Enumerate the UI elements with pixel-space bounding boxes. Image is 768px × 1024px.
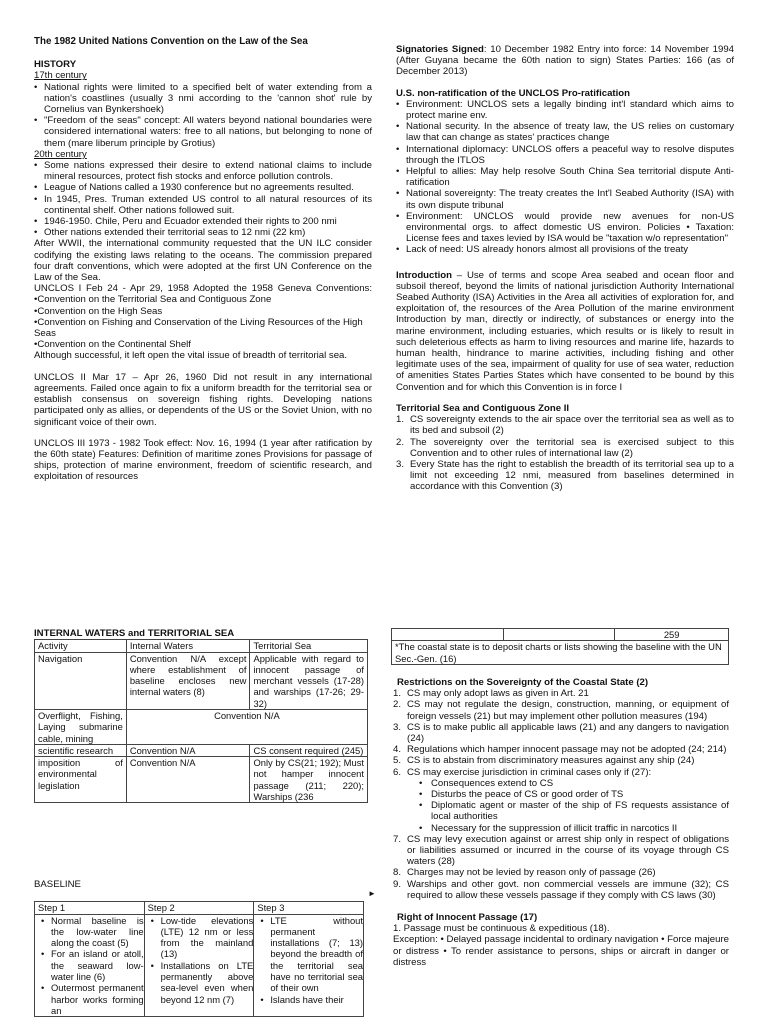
list-item: 9. Warships and other govt. non commercial vessels are immune (32); CS required to allow these vessels passage if they comply with CS laws (30) [393, 878, 729, 901]
restrictions-list [391, 688, 729, 901]
list-item: • Consequences extend to CS [417, 778, 729, 789]
list-item: • International diplomacy: UNCLOS offers a peaceful way to resolve disputes through the ITLOS [396, 144, 734, 166]
list-item: • In 1945, Pres. Truman extended US control to all natural resources of its continental shelf. Other nations followed suit. [34, 194, 372, 216]
column-header: Territorial Sea [250, 640, 368, 652]
list-item: • 1946-1950. Chile, Peru and Ecuador extended their rights to 200 nmi [34, 216, 372, 227]
list-item: • "Freedom of the seas" concept: All waters beyond national boundaries were considered international waters: free to all nations, but belonging to none of them (mare liberum principle by Grotius) [34, 115, 372, 149]
baseline-heading: BASELINE [34, 879, 81, 890]
unclos1-item: •Convention on the High Seas [34, 305, 163, 317]
unclos3-paragraph: UNCLOS III 1973 - 1982 Took effect: Nov. 16, 1994 (1 year after ratification by the 60th state) Features: Definition of maritime zones Provisions for passage of ships, protection of marine environment, freedom of scientific research, and exploitation of resources [34, 437, 372, 483]
criminal-cases-list [407, 778, 729, 834]
century-17-label: 17th century [34, 70, 87, 82]
list-item: • Environment: UNCLOS would provide new avenues for non-US environmental orgs. to affect domestic US environ. Policies • Taxation: License fees and taxes levied by ISA would be "taxation w/o representation" [396, 211, 734, 245]
table-header-row [35, 640, 368, 652]
unclos1-end: Although successful, it left open the vital issue of breadth of territorial sea. [34, 350, 348, 362]
iw-heading: INTERNAL WATERS and TERRITORIAL SEA [34, 628, 235, 639]
column-header: Step 1 [35, 902, 145, 914]
list-item: • Environment: UNCLOS sets a legally binding int'l standard which aims to protect marine env. [396, 99, 734, 121]
list-item: • Some nations expressed their desire to extend national claims to include mineral resources, protect fish stocks and enforce pollution controls. [34, 160, 372, 182]
list-item: 5. CS is to abstain from discriminatory measures against any ship (24) [393, 755, 695, 767]
table-cell: 259 [615, 629, 729, 641]
list-item: 3. Every State has the right to establish the breadth of its territorial sea up to a limit not exceeding 12 nmi, measured from baselines determined in accordance with this Convention (3) [396, 458, 734, 493]
wwii-paragraph: After WWII, the international community requested that the UN ILC consider codifying the existing laws relating to the oceans. The commission prepared four draft conventions, which were adopted at the first UN Conference on the Law of the Sea. [34, 238, 372, 284]
list-item: 3. CS is to make public all applicable laws (21) and any dangers to navigation (24) [393, 721, 729, 744]
list-item: 7. CS may levy execution against or arrest ship only in respect of obligations or liabilities assumed or incurred in the course of its voyage through CS waters (28) [393, 833, 729, 868]
table-header-row [35, 902, 364, 914]
list-item: 1. CS sovereignty extends to the air space over the territorial sea as well as to its bed and subsoil (2) [396, 414, 734, 437]
table-row: Navigation Convention N/A except where establishment of baseline encloses new internal waters (8) Applicable with regard to innocent passage of merchant vessels (17-28) and warships (17-26; 29-32) [35, 652, 368, 709]
list-item: • Outermost permanent harbor works forming an [35, 982, 144, 1016]
right-column [396, 44, 734, 493]
c17-list [34, 82, 372, 149]
tscz-heading: Territorial Sea and Contiguous Zone II [396, 402, 570, 414]
list-item: • League of Nations called a 1930 conference but no agreements resulted. [34, 182, 372, 193]
signatories-text: : 10 December 1982 Entry into force: 14 November 1994 (After Guyana became the 60th nation to sign) States Parties: 166 (as of December 2013) [396, 44, 734, 78]
list-item: 1. CS may only adopt laws as given in Art. 21 [393, 688, 589, 700]
list-item: 8. Charges may not be levied by reason only of passage (26) [393, 867, 656, 879]
list-item: • National security. In the absence of treaty law, the US relies on customary law that can change as states' practices change [396, 121, 734, 143]
tscz-list [396, 414, 734, 492]
document-title: The 1982 United Nations Convention on the Law of the Sea [34, 36, 308, 47]
right-bottom [391, 628, 729, 968]
unclos1-item: •Convention on Fishing and Conservation of the Living Resources of the High Seas [34, 316, 363, 340]
list-item: • National sovereignty: The treaty creates the Int'l Seabed Authority (ISA) with its own dispute tribunal [396, 188, 734, 210]
column-header: Step 2 [144, 902, 254, 914]
century-20-label: 20th century [34, 148, 87, 160]
table-row: scientific research Convention N/A CS consent required (245) [35, 744, 368, 756]
list-item: • LTE without permanent installations (7; 13) beyond the breadth of the territorial sea have no territorial sea of their own [254, 915, 363, 994]
list-item: 4. Regulations which hamper innocent passage may not be adopted (24; 214) [393, 744, 727, 756]
column-header: Step 3 [254, 902, 364, 914]
column-header: Activity [35, 640, 127, 652]
us-heading: U.S. non-ratification of the UNCLOS Pro-ratification [396, 87, 630, 99]
list-item: • Islands have their [254, 994, 363, 1005]
baseline-section [34, 879, 368, 1017]
baseline-note: *The coastal state is to deposit charts or lists showing the baseline with the UN Sec.-Gen. (16) [392, 641, 729, 665]
table-row: Overflight, Fishing, Laying submarine cable, mining Convention N/A [35, 709, 368, 744]
innocent-exception: Exception: • Delayed passage incidental to ordinary navigation • Force majeure or distress • To render assistance to persons, ships or aircraft in danger or distress [393, 934, 729, 968]
baseline-table [34, 901, 364, 1017]
innocent-passage-heading: Right of Innocent Passage (17) [397, 911, 538, 923]
list-item: • National rights were limited to a specified belt of water extending from a nation's coastlines (usually 3 nmi according to the 'cannon shot' rule by Cornelius van Bynkershoek) [34, 82, 372, 116]
list-item: 2. The sovereignty over the territorial sea is exercised subject to this Convention and to other rules of international law (2) [396, 436, 734, 459]
unclos1-item: •Convention on the Continental Shelf [34, 339, 191, 351]
table-row [392, 641, 729, 665]
table-row [35, 914, 364, 1017]
intro-paragraph [396, 270, 734, 393]
list-item: • Diplomatic agent or master of the ship of FS requests assistance of local authorities [417, 800, 729, 822]
list-item: • Other nations extended their territorial seas to 12 nmi (22 km) [34, 227, 372, 238]
intro-text: – Use of terms and scope Area seabed and ocean floor and subsoil thereof, beyond the limits of national jurisdiction Authority International Seabed Authority (ISA) Activities in the Area all activities of exploration for, and exploitation of, the resources of the Area Pollution of the marine environment Introduction by man, directly or indirectly, of substances or energy into the marine environment, including estuaries, which results or is likely to result in such deleterious effects as harm to living resources and marine life, hazards to human health, hindrance to marine activities, including fishing and other legitimate uses of the sea, impairment of quality for use of sea water, reduction of amenities States Parties States which have consented to be bound by this Convention and for which this Convention is in force I [396, 269, 734, 393]
unclos1-paragraph: UNCLOS I Feb 24 - Apr 29, 1958 Adopted the 1958 Geneva Conventions: •Convention on the Territorial Sea and Contiguous Zone [34, 283, 372, 306]
list-item: • Necessary for the suppression of illicit traffic in narcotics II [417, 823, 729, 834]
iw-table [34, 639, 368, 803]
table-row [392, 629, 729, 641]
column-header: Internal Waters [126, 640, 250, 652]
list-item: 6. CS may exercise jurisdiction in criminal cases only if (27): • Consequences extend to CS • Disturbs the peace of CS or good order of TS • Diplomatic agent or master of the ship of FS requests assistance of local authorities • Necessary for the suppression of illicit traffic in narcotics II [393, 767, 729, 834]
arrow-right-icon: ► [368, 889, 376, 898]
list-item: • Helpful to allies: May help resolve South China Sea territorial dispute Anti-ratification [396, 166, 734, 188]
list-item: • Low-tide elevations (LTE) 12 nm or less from the mainland (13) [145, 915, 254, 960]
list-item: • For an island or atoll, the seaward low-water line (6) [35, 948, 144, 982]
history-heading: HISTORY [34, 59, 77, 71]
us-list [396, 99, 734, 256]
left-column [34, 36, 372, 483]
c20-list [34, 160, 372, 238]
baseline-note-table [391, 628, 729, 665]
list-item: • Disturbs the peace of CS or good order of TS [417, 789, 729, 800]
signatories-paragraph [396, 44, 734, 78]
list-item: • Lack of need: US already honors almost all provisions of the treaty [396, 244, 734, 255]
intro-label: Introduction [396, 269, 452, 281]
unclos2-paragraph: UNCLOS II Mar 17 – Apr 26, 1960 Did not result in any international agreements. Failed once again to fix a uniform breadth for the territorial sea or establish consensus on sovereign fishing rights. Developing nations participated only as allies, or dependents of the US or the Soviet Union, with no significant voice of their own. [34, 371, 372, 428]
iw-section [34, 628, 368, 803]
table-row: imposition of environmental legislation Convention N/A Only by CS(21; 192); Must not hamper innocent passage (211; 220); Warships (236 [35, 757, 368, 803]
list-item: • Normal baseline is the low-water line along the coast (5) [35, 915, 144, 949]
restrictions-heading: Restrictions on the Sovereignty of the Coastal State (2) [397, 676, 649, 688]
list-item: • Installations on LTE permanently above sea-level even when beyond 12 nm (7) [145, 960, 254, 1005]
list-item: 2. CS may not regulate the design, construction, manning, or equipment of foreign vessels (21) but may implement other pollution measures (194) [393, 699, 729, 722]
innocent-item-1: 1. Passage must be continuous & expeditious (18). [393, 923, 610, 935]
signatories-label: Signatories Signed [396, 44, 484, 55]
